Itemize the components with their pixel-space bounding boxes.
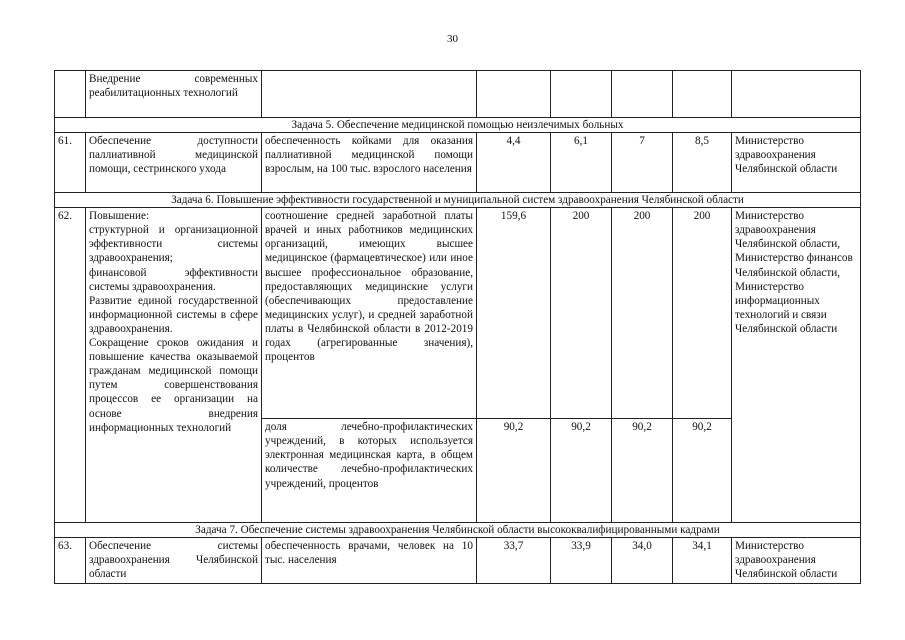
page-number: 30 bbox=[447, 33, 458, 45]
value-cell: 159,6 bbox=[477, 208, 551, 419]
value-cell: 200 bbox=[673, 208, 732, 419]
value-cell: 200 bbox=[612, 208, 673, 419]
value-cell: 90,2 bbox=[612, 419, 673, 523]
measure-cell: Повышение: структурной и организационной эффективности системы здравоохранения; финансовой эффективности системы здравоохранения. Развитие единой государственной информационной системы в сфере здравоохранения. Сокращение сроков ожидания и повышение качества оказываемой гражданам медицинской помощи путем совершенствования процессов ее организации на основе внедрения информационных технологий bbox=[86, 208, 262, 523]
row-number: 63. bbox=[55, 538, 86, 583]
row-number: 62. bbox=[55, 208, 86, 523]
measure-cell: Обеспечение доступности паллиативной медицинской помощи, сестринского ухода bbox=[86, 133, 262, 193]
row-number: 61. bbox=[55, 133, 86, 193]
table-row bbox=[55, 133, 861, 193]
program-table bbox=[54, 70, 861, 584]
table-row bbox=[55, 538, 861, 583]
value-cell: 8,5 bbox=[673, 133, 732, 193]
task-row bbox=[55, 523, 861, 538]
task-row bbox=[55, 118, 861, 133]
indicator-cell: доля лечебно-профилактических учреждений, в которых используется электронная медицинская карта, в общем количестве лечебно-профилактических учреждений, процентов bbox=[262, 419, 477, 523]
executor-cell: Министерство здравоохранения Челябинской области bbox=[732, 538, 861, 583]
executor-cell: Министерство здравоохранения Челябинской области bbox=[732, 133, 861, 193]
task-row bbox=[55, 193, 861, 208]
num-cell bbox=[55, 71, 86, 118]
measure-cell: Внедрение современных реабилитационных технологий bbox=[86, 71, 262, 118]
value-cell: 7 bbox=[612, 133, 673, 193]
value-cell: 4,4 bbox=[477, 133, 551, 193]
task-heading: Задача 7. Обеспечение системы здравоохранения Челябинской области высококвалифицированными кадрами bbox=[55, 523, 861, 538]
value-cell: 33,9 bbox=[551, 538, 612, 583]
table-row bbox=[55, 208, 861, 419]
indicator-cell: соотношение средней заработной платы врачей и иных работников медицинских организаций, имеющих высшее медицинское (фармацевтическое) или иное высшее профессиональное образование, предоставляющих медицинские услуги (обеспечивающих предоставление медицинских услуг), и средней заработной платы в Челябинской области в 2012-2019 годах (агрегированные значения), процентов bbox=[262, 208, 477, 419]
value-cell: 90,2 bbox=[551, 419, 612, 523]
task-heading: Задача 5. Обеспечение медицинской помощью неизлечимых больных bbox=[55, 118, 861, 133]
value-cell bbox=[612, 71, 673, 118]
value-cell bbox=[673, 71, 732, 118]
executor-cell bbox=[732, 71, 861, 118]
indicator-cell bbox=[262, 71, 477, 118]
value-cell bbox=[551, 71, 612, 118]
executor-cell: Министерство здравоохранения Челябинской области, Министерство финансов Челябинской области, Министерство информационных технологий и связи Челябинской области bbox=[732, 208, 861, 523]
value-cell: 33,7 bbox=[477, 538, 551, 583]
value-cell: 34,1 bbox=[673, 538, 732, 583]
indicator-cell: обеспеченность койками для оказания паллиативной медицинской помощи взрослым, на 100 тыс. взрослого населения bbox=[262, 133, 477, 193]
table-row bbox=[55, 71, 861, 118]
value-cell: 200 bbox=[551, 208, 612, 419]
task-heading: Задача 6. Повышение эффективности государственной и муниципальной систем здравоохранения Челябинской области bbox=[55, 193, 861, 208]
measure-cell: Обеспечение системы здравоохранения Челябинской области bbox=[86, 538, 262, 583]
value-cell: 6,1 bbox=[551, 133, 612, 193]
value-cell: 34,0 bbox=[612, 538, 673, 583]
indicator-cell: обеспеченность врачами, человек на 10 тыс. населения bbox=[262, 538, 477, 583]
value-cell bbox=[477, 71, 551, 118]
value-cell: 90,2 bbox=[477, 419, 551, 523]
value-cell: 90,2 bbox=[673, 419, 732, 523]
